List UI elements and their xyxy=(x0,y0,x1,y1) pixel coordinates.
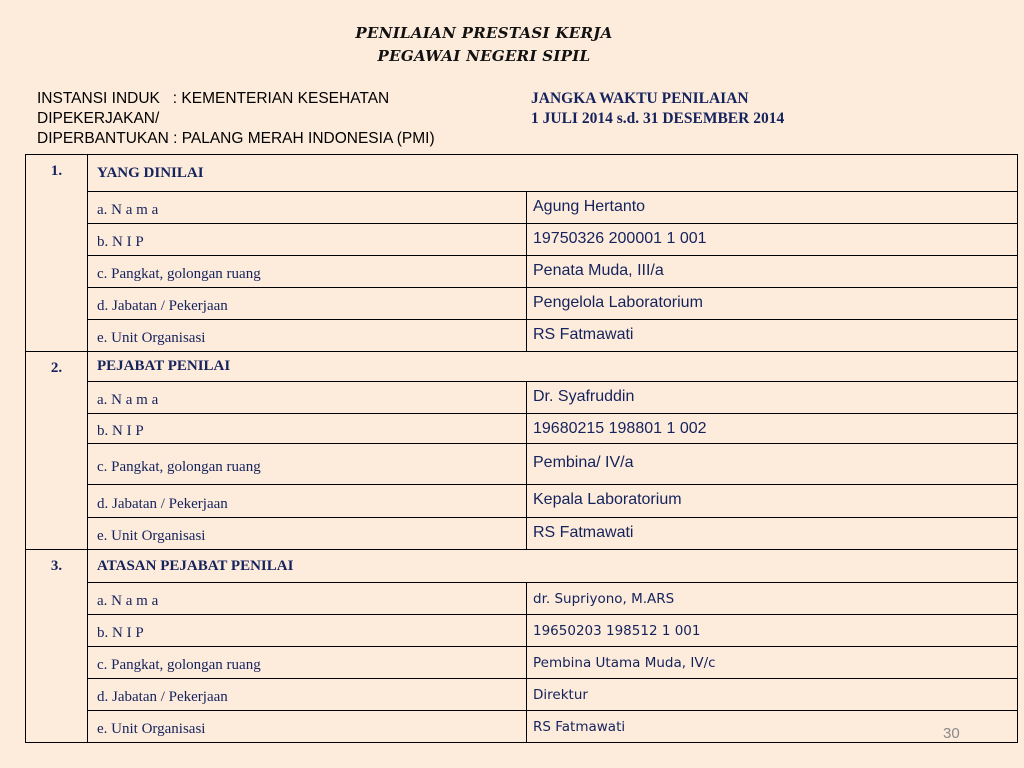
field-value: 19750326 200001 1 001 xyxy=(527,224,1018,256)
field-label: c. Pangkat, golongan ruang xyxy=(88,444,527,485)
field-label: a. N a m a xyxy=(88,382,527,414)
table-row xyxy=(26,382,1018,414)
field-value: Pembina Utama Muda, IV/c xyxy=(527,647,1018,679)
section-title: YANG DINILAI xyxy=(88,155,1018,192)
field-label: d. Jabatan / Pekerjaan xyxy=(88,485,527,518)
jangka-waktu-value: 1 JULI 2014 s.d. 31 DESEMBER 2014 xyxy=(531,110,785,127)
table-row xyxy=(26,485,1018,518)
field-label: d. Jabatan / Pekerjaan xyxy=(88,288,527,320)
field-label: e. Unit Organisasi xyxy=(88,711,527,743)
table-row xyxy=(26,679,1018,711)
assessment-table xyxy=(25,154,1018,743)
table-row xyxy=(26,615,1018,647)
jangka-waktu-label: JANGKA WAKTU PENILAIAN xyxy=(531,90,749,107)
field-label: e. Unit Organisasi xyxy=(88,320,527,352)
table-row xyxy=(26,256,1018,288)
table-row xyxy=(26,444,1018,485)
page-title-line-1: PENILAIAN PRESTASI KERJA xyxy=(355,24,613,42)
field-value: Pembina/ IV/a xyxy=(527,444,1018,485)
page-title-line-2: PEGAWAI NEGERI SIPIL xyxy=(377,47,591,65)
table-row xyxy=(26,192,1018,224)
field-value: Kepala Laboratorium xyxy=(527,485,1018,518)
field-value: dr. Supriyono, M.ARS xyxy=(527,583,1018,615)
field-value: 19650203 198512 1 001 xyxy=(527,615,1018,647)
section-number: 3. xyxy=(26,550,88,743)
table-row xyxy=(26,583,1018,615)
section-header-row xyxy=(26,155,1018,192)
field-value: RS Fatmawati xyxy=(527,711,1018,743)
header-left xyxy=(37,89,435,149)
table-row xyxy=(26,288,1018,320)
page-number: 30 xyxy=(943,725,960,742)
field-label: e. Unit Organisasi xyxy=(88,518,527,550)
section-header-row xyxy=(26,550,1018,583)
field-label: c. Pangkat, golongan ruang xyxy=(88,647,527,679)
header-right xyxy=(531,89,784,129)
field-value: 19680215 198801 1 002 xyxy=(527,414,1018,444)
field-value: RS Fatmawati xyxy=(527,320,1018,352)
field-value: Pengelola Laboratorium xyxy=(527,288,1018,320)
table-row xyxy=(26,711,1018,743)
field-value: RS Fatmawati xyxy=(527,518,1018,550)
table-row xyxy=(26,224,1018,256)
field-label: b. N I P xyxy=(88,224,527,256)
table-row xyxy=(26,647,1018,679)
table-row xyxy=(26,414,1018,444)
field-label: d. Jabatan / Pekerjaan xyxy=(88,679,527,711)
field-value: Penata Muda, III/a xyxy=(527,256,1018,288)
field-value: Direktur xyxy=(527,679,1018,711)
field-label: a. N a m a xyxy=(88,583,527,615)
instansi-induk: INSTANSI INDUK : KEMENTERIAN KESEHATAN xyxy=(37,90,390,107)
dipekerjakan: DIPEKERJAKAN/ xyxy=(37,110,160,127)
field-value: Dr. Syafruddin xyxy=(527,382,1018,414)
field-label: b. N I P xyxy=(88,414,527,444)
section-header-row xyxy=(26,352,1018,382)
table-row xyxy=(26,518,1018,550)
section-title: ATASAN PEJABAT PENILAI xyxy=(88,550,1018,583)
field-label: b. N I P xyxy=(88,615,527,647)
section-title: PEJABAT PENILAI xyxy=(88,352,1018,382)
field-label: a. N a m a xyxy=(88,192,527,224)
field-value: Agung Hertanto xyxy=(527,192,1018,224)
field-label: c. Pangkat, golongan ruang xyxy=(88,256,527,288)
section-number: 2. xyxy=(26,352,88,550)
diperbantukan: DIPERBANTUKAN : PALANG MERAH INDONESIA (PMI) xyxy=(37,130,435,147)
table-row xyxy=(26,320,1018,352)
section-number: 1. xyxy=(26,155,88,352)
